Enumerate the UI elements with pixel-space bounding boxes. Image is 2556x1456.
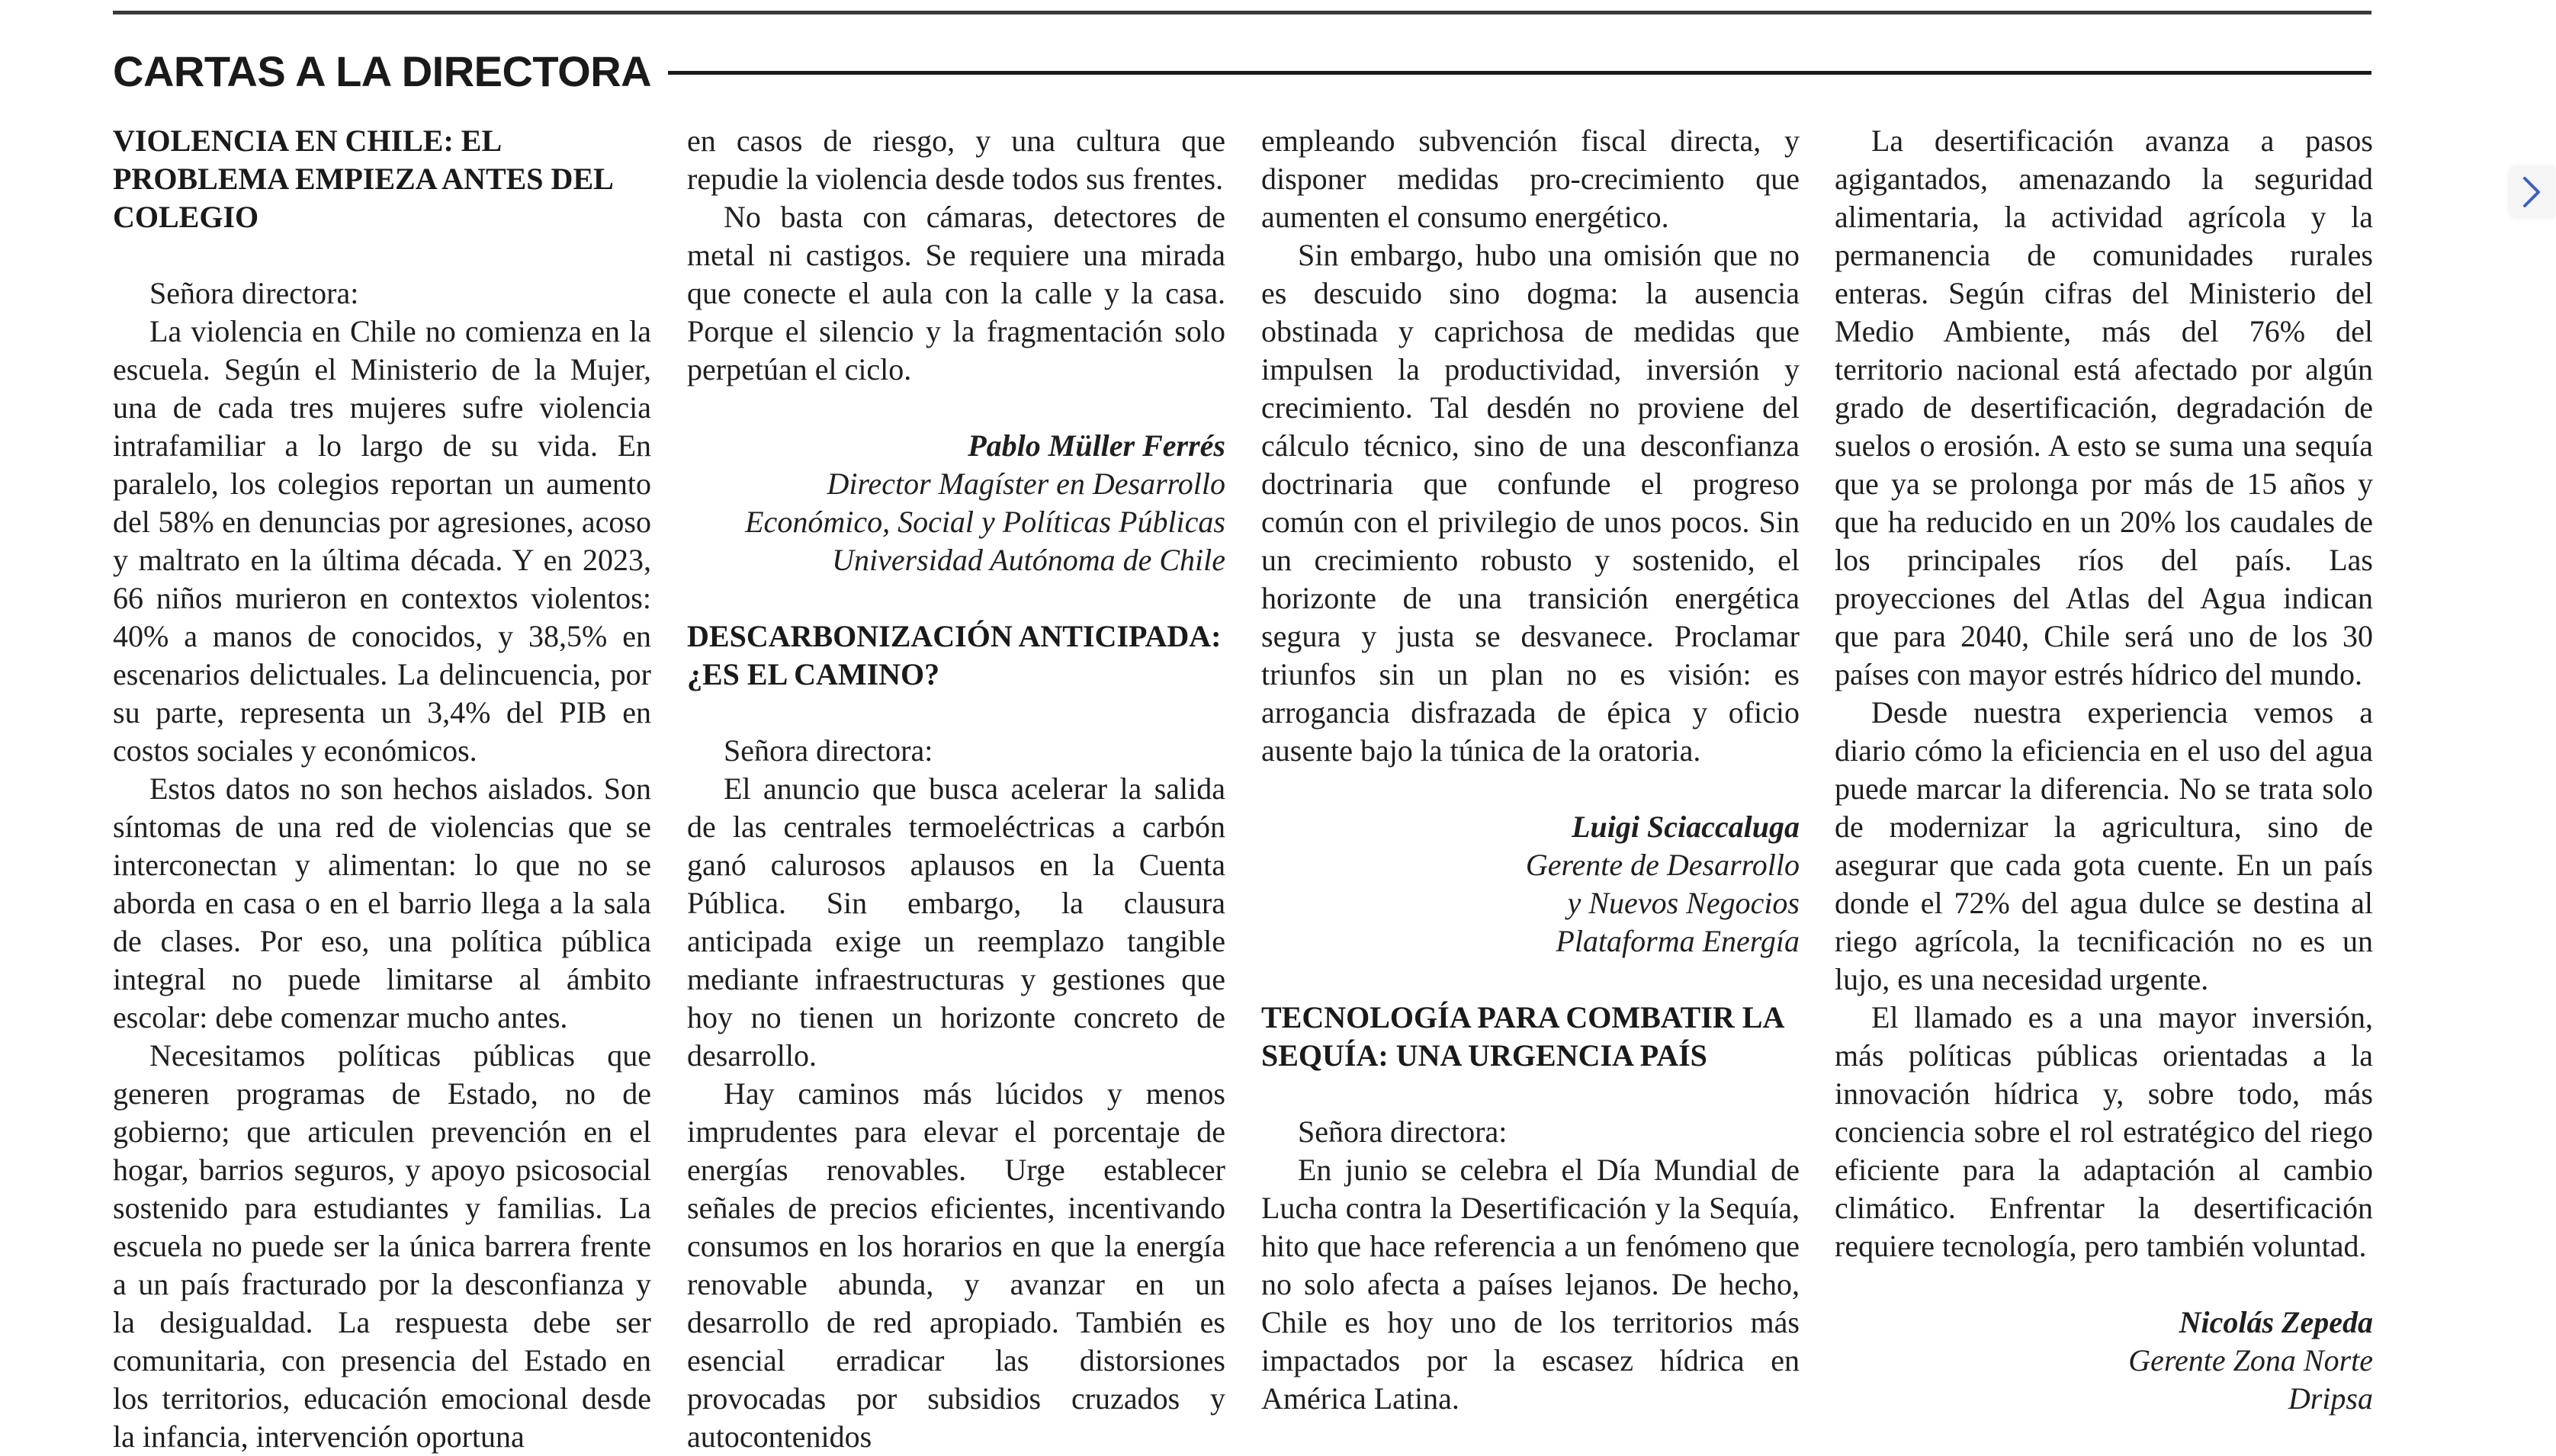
letter-3-paragraph: El llamado es a una mayor inversión, más políticas públicas orientadas a la innovación hídrica y, sobre todo, más conciencia sobre el rol estratégico del riego eficiente para la adaptación al cambio climático. Enfrentar la desertificación requiere tecnología, pero también voluntad. xyxy=(1835,1000,2373,1263)
letter-2-paragraph: empleando subvención fiscal directa, y disponer medidas pro-crecimiento que aumenten el consumo energético. xyxy=(1261,123,1800,234)
letter-3-role: Gerente Zona Norte xyxy=(2128,1343,2373,1377)
next-page-button[interactable] xyxy=(2509,166,2554,218)
letter-1-paragraph: Necesitamos políticas públicas que generen programas de Estado, no de gobierno; que articulen prevención en el hogar, barrios seguros, y apoyo psicosocial sostenido para estudiantes y familias. La escuela no puede ser la única barrera frente a un país fracturado por la desconfianza y la desigualdad. La respuesta debe ser comunitaria, con presencia del Estado en los territorios, educación emocional desde la infancia, intervención oportuna xyxy=(113,1038,651,1454)
spacer xyxy=(1835,1265,2373,1304)
letter-1-salutation: Señora directora: xyxy=(149,276,359,310)
chevron-right-icon xyxy=(2520,174,2543,210)
column-2 xyxy=(687,122,1225,1456)
letter-2-author: Luigi Sciaccaluga xyxy=(1572,810,1800,844)
letter-1-role: Universidad Autónoma de Chile xyxy=(832,543,1225,577)
spacer xyxy=(687,389,1225,427)
letter-1-author: Pablo Müller Ferrés xyxy=(968,428,1225,463)
letter-2-role: Plataforma Energía xyxy=(1556,924,1800,958)
letter-1-paragraph: en casos de riesgo, y una cultura que repudie la violencia desde todos sus frentes. xyxy=(687,123,1225,196)
column-1 xyxy=(113,122,651,1456)
spacer xyxy=(687,579,1225,617)
letter-2-paragraph: Hay caminos más lúcidos y menos imprudentes para elevar el porcentaje de energías renovables. Urge establecer señales de precios eficientes, incentivando consumos en los horarios en que la energía renovable abunda, y avanzar en un desarrollo de red apropiado. También es esencial erradicar las distorsiones provocadas por subsidios cruzados y autocontenidos xyxy=(687,1076,1225,1454)
column-3 xyxy=(1261,122,1800,1418)
spacer xyxy=(1261,770,1800,808)
letter-3-role: Dripsa xyxy=(2288,1381,2373,1416)
letter-1-role: Económico, Social y Políticas Públicas xyxy=(745,505,1225,539)
letter-3-salutation: Señora directora: xyxy=(1298,1114,1508,1149)
letter-3-paragraph: La desertificación avanza a pasos agigantados, amenazando la seguridad alimentaria, la actividad agrícola y la permanencia de comunidades rurales enteras. Según cifras del Ministerio del Medio Ambiente, más del 76% del territorio nacional está afectado por algún grado de desertificación, degradación de suelos o erosión. A esto se suma una sequía que ya se prolonga por más de 15 años y que ha reducido en un 20% los caudales de los principales ríos del país. Las proyecciones del Atlas del Agua indican que para 2040, Chile será uno de los 30 países con mayor estrés hídrico del mundo. xyxy=(1835,123,2373,691)
letter-2-paragraph: Sin embargo, hubo una omisión que no es descuido sino dogma: la ausencia obstinada y caprichosa de medidas que impulsen la productividad, inversión y crecimiento. Tal desdén no proviene del cálculo técnico, sino de una desconfianza doctrinaria que confunde el progreso común con el privilegio de unos pocos. Sin un crecimiento robusto y sostenido, el horizonte de una transición energética segura y justa se desvanece. Proclamar triunfos sin un plan no es visión: es arrogancia disfrazada de épica y oficio ausente bajo la túnica de la oratoria. xyxy=(1261,238,1800,768)
letter-1-title: VIOLENCIA EN CHILE: EL PROBLEMA EMPIEZA ANTES DEL COLEGIO xyxy=(113,123,612,234)
spacer xyxy=(1261,961,1800,999)
letter-1-paragraph: No basta con cámaras, detectores de metal ni castigos. Se requiere una mirada que conecte el aula con la calle y la casa. Porque el silencio y la fragmentación solo perpetúan el ciclo. xyxy=(687,200,1225,386)
letter-1-paragraph: La violencia en Chile no comienza en la escuela. Según el Ministerio de la Mujer, una de cada tres mujeres sufre violencia intrafamiliar a lo largo de su vida. En paralelo, los colegios reportan un aumento del 58% en denuncias por agresiones, acoso y maltrato en la última década. Y en 2023, 66 niños murieron en contextos violentos: 40% a manos de conocidos, y 38,5% en escenarios delictuales. La delincuencia, por su parte, representa un 3,4% del PIB en costos sociales y económicos. xyxy=(113,314,651,768)
letter-3-paragraph: En junio se celebra el Día Mundial de Lucha contra la Desertificación y la Sequía, hito que hace referencia a un fenómeno que no solo afecta a países lejanos. De hecho, Chile es hoy uno de los territorios más impactados por la escasez hídrica en América Latina. xyxy=(1261,1153,1800,1416)
letter-3-paragraph: Desde nuestra experiencia vemos a diario cómo la eficiencia en el uso del agua puede marcar la diferencia. No se trata solo de modernizar la agricultura, sino de asegurar que cada gota cuente. En un país donde el 72% del agua dulce se destina al riego agrícola, la tecnificación no es un lujo, es una necesidad urgente. xyxy=(1835,695,2373,996)
letter-2-role: Gerente de Desarrollo xyxy=(1525,848,1800,882)
letter-1-role: Director Magíster en Desarrollo xyxy=(827,467,1225,501)
letter-1-paragraph: Estos datos no son hechos aislados. Son síntomas de una red de violencias que se interconectan y alimentan: lo que no se aborda en casa o en el barrio llega a la sala de clases. Por eso, una política pública integral no puede limitarse al ámbito escolar: debe comenzar mucho antes. xyxy=(113,771,651,1034)
letter-2-salutation: Señora directora: xyxy=(724,733,933,768)
letter-3-author: Nicolás Zepeda xyxy=(2179,1305,2373,1339)
letter-2-title: DESCARBONIZACIÓN ANTICIPADA: ¿ES EL CAMINO? xyxy=(687,619,1222,691)
letter-2-paragraph: El anuncio que busca acelerar la salida de las centrales termoeléctricas a carbón ganó calurosos aplausos en la Cuenta Pública. Sin embargo, la clausura anticipada exige un reemplazo tangible mediante infraestructuras y gestiones que hoy no tienen un horizonte concreto de desarrollo. xyxy=(687,771,1225,1073)
section-title: CARTAS A LA DIRECTORA xyxy=(113,47,652,95)
top-rule xyxy=(113,11,2371,14)
column-4 xyxy=(1835,122,2373,1418)
letter-3-title: TECNOLOGÍA PARA COMBATIR LA SEQUÍA: UNA URGENCIA PAÍS xyxy=(1261,1000,1784,1073)
section-header xyxy=(113,44,2371,98)
letter-2-role: y Nuevos Negocios xyxy=(1567,886,1800,920)
section-title-rule xyxy=(668,71,2371,75)
